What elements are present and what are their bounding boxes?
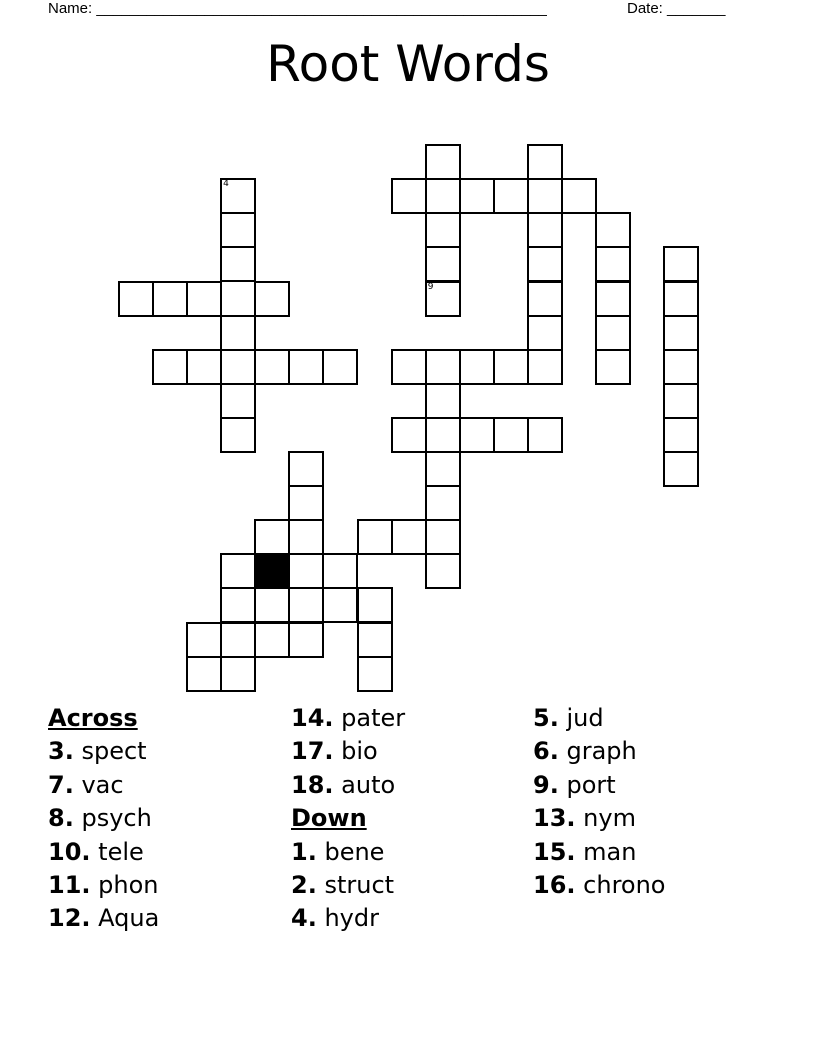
crossword-cell[interactable] [254,587,290,623]
clue-item-text: bio [341,737,378,766]
clue-item-number: 4. [291,904,317,933]
clue-column-1 [48,702,159,936]
clue-item-text: Aqua [98,904,160,933]
clue-item-text: bene [324,837,385,866]
crossword-cell[interactable] [220,246,256,282]
crossword-cell[interactable] [186,349,222,385]
crossword-cell[interactable] [425,485,461,521]
clue-column-3 [533,702,665,902]
clue-item-number: 2. [291,871,317,900]
clue-number: 9 [427,281,434,292]
crossword-cell[interactable] [288,451,324,487]
clue-item-number: 11. [48,871,91,900]
clue-item-text: struct [324,871,395,900]
clue-item [48,769,159,802]
crossword-cell[interactable] [254,281,290,317]
crossword-cell[interactable] [288,553,324,589]
crossword-cell[interactable] [493,178,529,214]
crossword-cell[interactable] [595,246,631,282]
clue-item [291,869,405,902]
crossword-cell[interactable] [186,281,222,317]
crossword-cell[interactable] [220,587,256,623]
crossword-cell[interactable] [357,587,393,623]
clue-item-number: 5. [533,704,559,732]
clue-item-text: tele [98,837,144,866]
crossword-cell[interactable] [357,656,393,692]
crossword-cell[interactable] [425,553,461,589]
crossword-cell[interactable] [220,349,256,385]
clue-item [533,836,665,869]
clue-item [533,702,665,735]
crossword-cell[interactable] [663,451,699,487]
clue-item-text: spect [81,737,147,766]
crossword-cell[interactable] [493,349,529,385]
crossword-cell[interactable] [322,349,358,385]
clue-item [48,802,159,835]
date-blank: _______ [667,0,726,17]
clue-item-text: pater [341,704,406,732]
clue-item-text: jud [566,704,604,732]
clue-item-number: 14. [291,704,334,732]
clue-item-text: vac [81,770,124,799]
clue-item-text: auto [341,770,396,799]
clue-heading: Across [48,704,138,732]
clue-item [291,902,405,935]
crossword-cell[interactable] [254,622,290,658]
crossword-cell[interactable] [288,587,324,623]
clue-item [291,836,405,869]
crossword-cell[interactable] [425,451,461,487]
clue-item [48,869,159,902]
crossword-cell[interactable] [663,315,699,351]
clue-item [291,769,405,802]
clue-item-text: hydr [324,904,379,933]
clue-item-number: 1. [291,837,317,866]
clue-item [48,735,159,768]
crossword-cell[interactable] [220,622,256,658]
clue-item-number: 12. [48,904,91,933]
crossword-cell[interactable] [357,622,393,658]
clue-item-text: nym [583,804,636,833]
crossword-cell[interactable] [288,485,324,521]
crossword-cell[interactable] [595,281,631,317]
crossword-cell[interactable] [425,519,461,555]
crossword-cell[interactable] [459,417,495,453]
crossword-cell[interactable] [220,212,256,248]
clue-item-number: 8. [48,804,74,833]
crossword-block [254,553,290,589]
date-label: Date: [627,0,663,17]
crossword-cell[interactable] [493,417,529,453]
clue-item-number: 6. [533,737,559,766]
clue-item [48,902,159,935]
crossword-cell[interactable] [220,315,256,351]
page-title: Root Words [266,35,550,93]
clue-item-number: 16. [533,871,576,900]
clue-heading: Down [291,804,367,833]
clue-item-number: 10. [48,837,91,866]
clue-item-number: 7. [48,770,74,799]
clue-item [291,702,405,735]
crossword-cell[interactable] [425,417,461,453]
clue-item-text: man [583,837,637,866]
clue-item [533,869,665,902]
crossword-cell[interactable] [663,246,699,282]
crossword-cell[interactable] [527,349,563,385]
crossword-cell[interactable] [459,349,495,385]
crossword-cell[interactable] [220,656,256,692]
crossword-cell[interactable] [220,383,256,419]
clue-item-text: phon [98,871,159,900]
crossword-cell[interactable] [391,417,427,453]
crossword-cell[interactable] [425,212,461,248]
clue-item-text: chrono [583,871,666,900]
clue-item-number: 15. [533,837,576,866]
crossword-cell[interactable] [220,553,256,589]
crossword-cell[interactable] [425,178,461,214]
crossword-cell[interactable] [561,178,597,214]
crossword-cell[interactable] [152,349,188,385]
clue-item-number: 13. [533,804,576,833]
crossword-cell[interactable] [391,178,427,214]
clue-item [533,769,665,802]
name-blank: ______________________________________________________ [96,0,547,17]
crossword-cell[interactable] [186,656,222,692]
crossword-cell[interactable] [527,246,563,282]
clue-item [291,735,405,768]
crossword-cell[interactable] [254,519,290,555]
crossword-cell[interactable] [663,417,699,453]
crossword-cell[interactable] [425,383,461,419]
crossword-cell[interactable] [391,519,427,555]
crossword-cell[interactable] [220,417,256,453]
crossword-cell[interactable] [220,178,256,214]
crossword-cell[interactable] [322,553,358,589]
crossword-cell[interactable] [663,383,699,419]
crossword-cell[interactable] [425,246,461,282]
crossword-cell[interactable] [663,349,699,385]
clue-item-text: psych [81,804,152,833]
crossword-cell[interactable] [357,519,393,555]
name-label: Name: [48,0,93,17]
crossword-cell[interactable] [152,281,188,317]
crossword-cell[interactable] [391,349,427,385]
crossword-cell[interactable] [527,417,563,453]
crossword-cell[interactable] [288,349,324,385]
crossword-cell[interactable] [527,178,563,214]
clue-item-number: 3. [48,737,74,766]
clue-item-text: graph [566,737,637,766]
clue-number: 4 [223,179,229,190]
crossword-cell[interactable] [288,622,324,658]
crossword-cell[interactable] [425,349,461,385]
clue-item-text: port [566,770,616,799]
crossword-cell[interactable] [595,349,631,385]
crossword-cell[interactable] [595,212,631,248]
crossword-cell[interactable] [527,315,563,351]
clue-item [48,836,159,869]
clue-item [533,735,665,768]
crossword-cell[interactable] [459,178,495,214]
clue-item-number: 18. [291,770,334,799]
crossword-cell[interactable] [186,622,222,658]
crossword-cell[interactable] [288,519,324,555]
clue-item-number: 9. [533,770,559,799]
clue-item-number: 17. [291,737,334,766]
crossword-cell[interactable] [425,281,461,317]
crossword-cell[interactable] [663,281,699,317]
crossword-cell[interactable] [527,281,563,317]
clue-column-2 [291,702,405,936]
crossword-cell[interactable] [322,587,358,623]
crossword-cell[interactable] [527,144,563,180]
clue-item [533,802,665,835]
crossword-cell[interactable] [118,281,154,317]
crossword-cell[interactable] [527,212,563,248]
crossword-cell[interactable] [254,349,290,385]
crossword-cell[interactable] [425,144,461,180]
crossword-cell[interactable] [595,315,631,351]
